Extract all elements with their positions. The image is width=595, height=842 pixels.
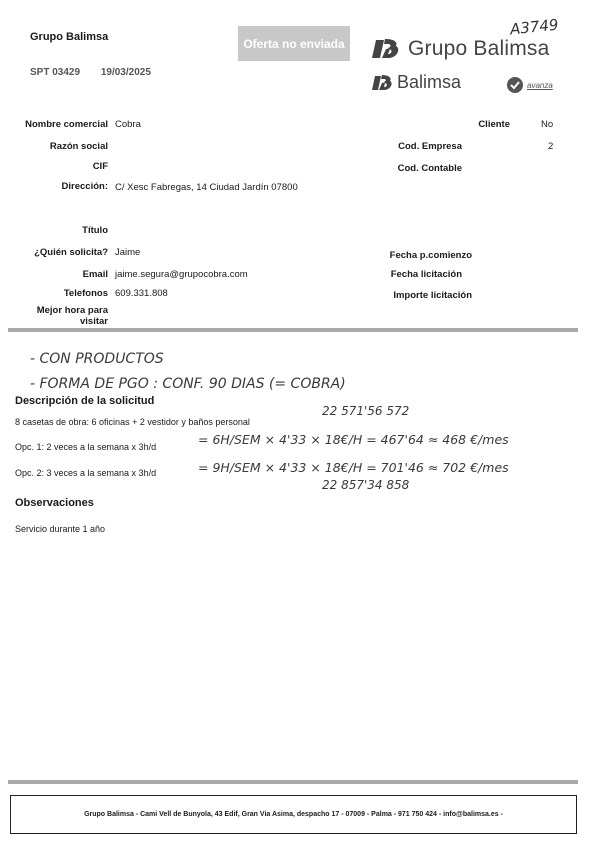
direccion-value: C/ Xesc Fabregas, 14 Ciudad Jardín 07800 bbox=[115, 182, 298, 193]
email-label: Email bbox=[82, 269, 108, 280]
footer bbox=[10, 795, 577, 834]
direccion-label: Dirección: bbox=[61, 181, 108, 192]
logo-avanza-text: avanza bbox=[527, 80, 553, 90]
logo-sub-text: Balimsa bbox=[397, 72, 462, 92]
telefonos-value: 609.331.808 bbox=[115, 288, 168, 299]
logo-grupo-balimsa bbox=[372, 36, 550, 62]
logo-main-text: Grupo Balimsa bbox=[408, 37, 550, 60]
reference-line bbox=[30, 67, 169, 78]
fecha-licitacion-label: Fecha licitación bbox=[390, 269, 462, 280]
observaciones-text: Servicio durante 1 año bbox=[15, 524, 106, 534]
quien-solicita-value: Jaime bbox=[115, 247, 141, 258]
titulo-label: Título bbox=[82, 225, 108, 236]
razon-social-label: Razón social bbox=[49, 141, 108, 152]
status-badge: Oferta no enviada bbox=[238, 26, 350, 61]
solicitud-opc2: Opc. 2: 3 veces a la semana x 3h/d bbox=[15, 468, 157, 478]
reference-date: 19/03/2025 bbox=[100, 67, 151, 78]
cliente-value: No bbox=[541, 119, 554, 130]
footer-divider bbox=[8, 780, 578, 784]
nombre-comercial-label: Nombre comercial bbox=[25, 119, 108, 130]
email-value: jaime.segura@grupocobra.com bbox=[115, 269, 248, 280]
nombre-comercial-value: Cobra bbox=[115, 119, 141, 130]
check-circle-icon bbox=[506, 76, 524, 94]
logo-balimsa bbox=[372, 72, 461, 93]
mejor-hora-label bbox=[8, 305, 108, 327]
solicitud-opc1: Opc. 1: 2 veces a la semana x 3h/d bbox=[15, 442, 157, 452]
mejor-hora-label-line2: visitar bbox=[80, 316, 108, 327]
company-name: Grupo Balimsa bbox=[30, 31, 109, 43]
handwritten-opc2-totals: 22 857'34 858 bbox=[322, 478, 410, 492]
cliente-label: Cliente bbox=[478, 119, 510, 130]
logo-avanza bbox=[506, 76, 553, 94]
footer-text: Grupo Balimsa - Cami Vell de Bunyola, 43 Edif, Gran Via Asima, despacho 17 - 07009 - Palma - 971 750 424 - info@balimsa.es - bbox=[84, 811, 503, 818]
importe-licitacion-label: Importe licitación bbox=[393, 290, 472, 301]
reference-code: SPT 03429 bbox=[30, 67, 81, 78]
handwritten-reference: A3749 bbox=[509, 15, 560, 39]
observaciones-title: Observaciones bbox=[15, 497, 94, 509]
telefonos-label: Telefonos bbox=[63, 288, 108, 299]
handwritten-note-products: - CON PRODUCTOS bbox=[30, 351, 164, 367]
cif-label: CIF bbox=[92, 161, 108, 172]
balimsa-small-mark-icon bbox=[372, 73, 394, 93]
cod-contable-label: Cod. Contable bbox=[397, 163, 462, 174]
cod-empresa-label: Cod. Empresa bbox=[398, 141, 462, 152]
fecha-comienzo-label: Fecha p.comienzo bbox=[389, 250, 472, 261]
solicitud-line1: 8 casetas de obra: 6 oficinas + 2 vestidor y baños personal bbox=[15, 417, 250, 427]
section-divider bbox=[8, 328, 578, 332]
solicitud-title: Descripción de la solicitud bbox=[15, 395, 155, 407]
handwritten-note-payment: - FORMA DE PGO : CONF. 90 DIAS (= COBRA) bbox=[30, 376, 346, 392]
handwritten-opc2-calc: = 9H/SEM × 4'33 × 18€/H = 701'46 ≈ 702 €/mes bbox=[198, 460, 509, 475]
cod-empresa-value: 2 bbox=[548, 141, 554, 152]
handwritten-opc1-calc: = 6H/SEM × 4'33 × 18€/H = 467'64 ≈ 468 €/mes bbox=[198, 432, 509, 447]
handwritten-opc1-totals: 22 571'56 572 bbox=[322, 404, 410, 418]
balimsa-mark-icon bbox=[372, 36, 402, 62]
mejor-hora-label-line1: Mejor hora para bbox=[36, 305, 108, 316]
quien-solicita-label: ¿Quién solicita? bbox=[34, 247, 108, 258]
